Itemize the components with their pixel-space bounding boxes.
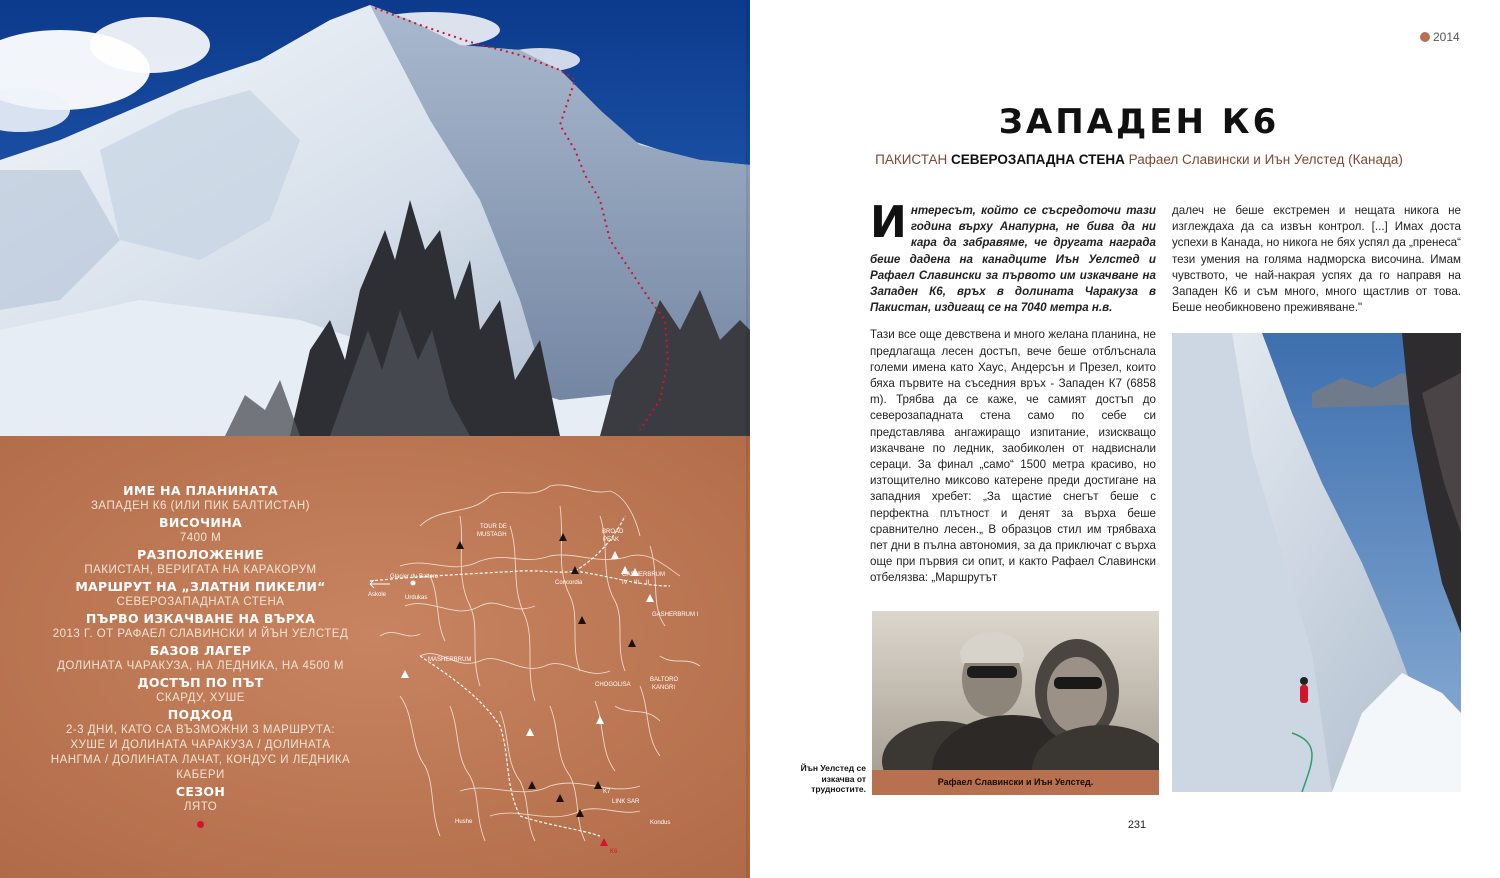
article-body-1: Тази все още девствена и много желана планина, не предлагаща лесен достъп, вече беше отблъснала големи имена като Хаус, Андерсън и Презел, които бяха първите на съседния връх - Западен К7 (6858 m). Трябва да се каже, че самият достъп до северозападната стена само по себе си представлява ангажиращо изпитание, изискващо изкачване по ледник, заобиколен от надвиснали сераци. За финал „само“ 1500 метра красиво, но изтощително миксово катерене преди достигане на западния хребет: „За щастие снегът беше с перфектна плътност и денят за върха беше сравнително лесен.„ В образцов стил им трябваха пет дни в пълна автономия, за да приключат с върха още при първия си опит, и както Рафаел Славински отбелязва: „Маршрутът bbox=[870, 328, 1156, 585]
selfie-caption: Рафаел Славински и Иън Уелстед. bbox=[872, 770, 1159, 795]
article-column-1 bbox=[870, 197, 1156, 587]
article-subtitle bbox=[764, 152, 1500, 167]
map-label-k7: K7 bbox=[603, 789, 611, 795]
subtitle-country: ПАКИСТАН bbox=[875, 152, 948, 167]
article-body-2: далеч не беше екстремен и нещата никога не изглеждаха да са извън контрол. [...] Имах доста успехи в Канада, но никога не бях успял да „пренеса“ тези умения на голяма надморска височина. Имам чувството, че най-накрая успях да го направя на Западен К6 и съм много, много щастлив от това. Беше необикновено преживяване." bbox=[1172, 204, 1461, 315]
map-label-gasherbrum: GASHERBRUM bbox=[622, 572, 666, 578]
year-marker bbox=[1420, 30, 1460, 44]
info-label-road-access: ДОСТЪП ПО ПЪТ bbox=[137, 675, 264, 690]
info-value-approach: 2-3 ДНИ, КАТО СА ВЪЗМОЖНИ 3 МАРШРУТА: ХУШЕ И ДОЛИНАТА ЧАРАКУЗА / ДОЛИНАТА НАНГМА / ДОЛИНАТА ЛАЧАТ, КОНДУС И ЛЕДНИКА КАБЕРИ bbox=[50, 724, 351, 781]
map-label-chogolisa: CHOGOLISA bbox=[595, 682, 631, 688]
article-title: ЗАПАДЕН К6 bbox=[998, 102, 1280, 142]
info-value-location: ПАКИСТАН, ВЕРИГАТА НА КАРАКОРУМ bbox=[84, 564, 317, 576]
right-page bbox=[750, 0, 1500, 878]
info-value-route: СЕВЕРОЗАПАДНАТА СТЕНА bbox=[116, 596, 285, 608]
year-dot-icon bbox=[1420, 32, 1430, 42]
info-label-location: РАЗПОЛОЖЕНИЕ bbox=[137, 547, 264, 562]
info-label-mountain: ИМЕ НА ПЛАНИНАТА bbox=[123, 483, 278, 498]
year-label: 2014 bbox=[1433, 30, 1460, 44]
map-label-k6: K6 bbox=[610, 849, 618, 855]
map-label-tour: TOUR DE bbox=[480, 524, 507, 530]
map-label-g2: II bbox=[646, 580, 650, 586]
subtitle-route: СЕВЕРОЗАПАДНА СТЕНА bbox=[951, 152, 1125, 167]
info-value-first-ascent: 2013 Г. ОТ РАФАЕЛ СЛАВИНСКИ И ЙЪН УЕЛСТЕД bbox=[52, 628, 349, 640]
climber-caption: Йън Уелстед се изкачва от трудностите. bbox=[800, 763, 866, 794]
info-list bbox=[48, 482, 353, 828]
article-lead bbox=[870, 197, 1156, 316]
end-dot-icon bbox=[197, 821, 204, 828]
selfie-photo bbox=[872, 611, 1159, 770]
drop-cap: И bbox=[870, 197, 907, 248]
info-value-road-access: СКАРДУ, ХУШЕ bbox=[156, 692, 245, 704]
map-label-peak: PEAK bbox=[603, 537, 620, 543]
arrow-left-icon bbox=[370, 580, 390, 588]
info-value-height: 7400 М bbox=[179, 532, 222, 544]
climber-photo bbox=[1172, 333, 1461, 792]
info-label-first-ascent: ПЪРВО ИЗКАЧВАНЕ НА ВЪРХА bbox=[85, 611, 316, 626]
info-label-approach: ПОДХОД bbox=[167, 707, 234, 722]
info-panel bbox=[0, 436, 750, 878]
map-label-baltoro: Glacier du Baltoro bbox=[390, 574, 439, 580]
area-map bbox=[360, 456, 720, 856]
info-value-season: ЛЯТО bbox=[183, 801, 218, 813]
map-label-mustagh: MUSTAGH bbox=[477, 532, 507, 538]
info-label-base-camp: БАЗОВ ЛАГЕР bbox=[149, 643, 252, 658]
map-label-broad: BROAD bbox=[602, 529, 624, 535]
map-label-link-sar: LINK SAR bbox=[612, 799, 640, 805]
page-number: 231 bbox=[1127, 819, 1147, 831]
info-label-season: СЕЗОН bbox=[175, 784, 226, 799]
map-label-g3: III bbox=[634, 580, 640, 586]
mountain-photo bbox=[0, 0, 750, 436]
map-label-kondus: Kondus bbox=[650, 820, 671, 826]
map-label-g4: IV bbox=[622, 580, 628, 586]
map-label-urdukas: Urdukas bbox=[405, 595, 428, 601]
info-label-height: ВИСОЧИНА bbox=[159, 515, 242, 530]
map-label-kangri: KANGRI bbox=[652, 685, 676, 691]
subtitle-climbers: Рафаел Славински и Иън Уелстед (Канада) bbox=[1128, 152, 1403, 167]
map-label-baltoro-kangri: BALTORO bbox=[650, 677, 679, 683]
lead-text: нтересът, който се съсредоточи тази година върху Анапурна, не бива да ни кара да забравяме, че другата награда беше дадена на канадците Иън Уелстед и Рафаел Славински за първото им изкачване на Западен К6, връх в долината Чаракуза в Пакистан, издигащ се на 7040 метра н.в. bbox=[870, 204, 1156, 315]
map-label-hushe: Hushe bbox=[455, 819, 473, 825]
map-label-gasherbrum1: GASHERBRUM I bbox=[652, 612, 699, 618]
info-value-base-camp: ДОЛИНАТА ЧАРАКУЗА, НА ЛЕДНИКА, НА 4500 М bbox=[57, 660, 344, 672]
info-label-route: МАРШРУТ НА „ЗЛАТНИ ПИКЕЛИ“ bbox=[75, 579, 326, 594]
info-value-mountain: ЗАПАДЕН К6 (ИЛИ ПИК БАЛТИСТАН) bbox=[90, 500, 310, 512]
map-label-masherbrum: MASHERBRUM bbox=[428, 657, 472, 663]
map-label-concordia: Concordia bbox=[555, 580, 583, 586]
article-column-2 bbox=[1172, 203, 1461, 316]
map-label-askole: Askole bbox=[368, 592, 387, 598]
